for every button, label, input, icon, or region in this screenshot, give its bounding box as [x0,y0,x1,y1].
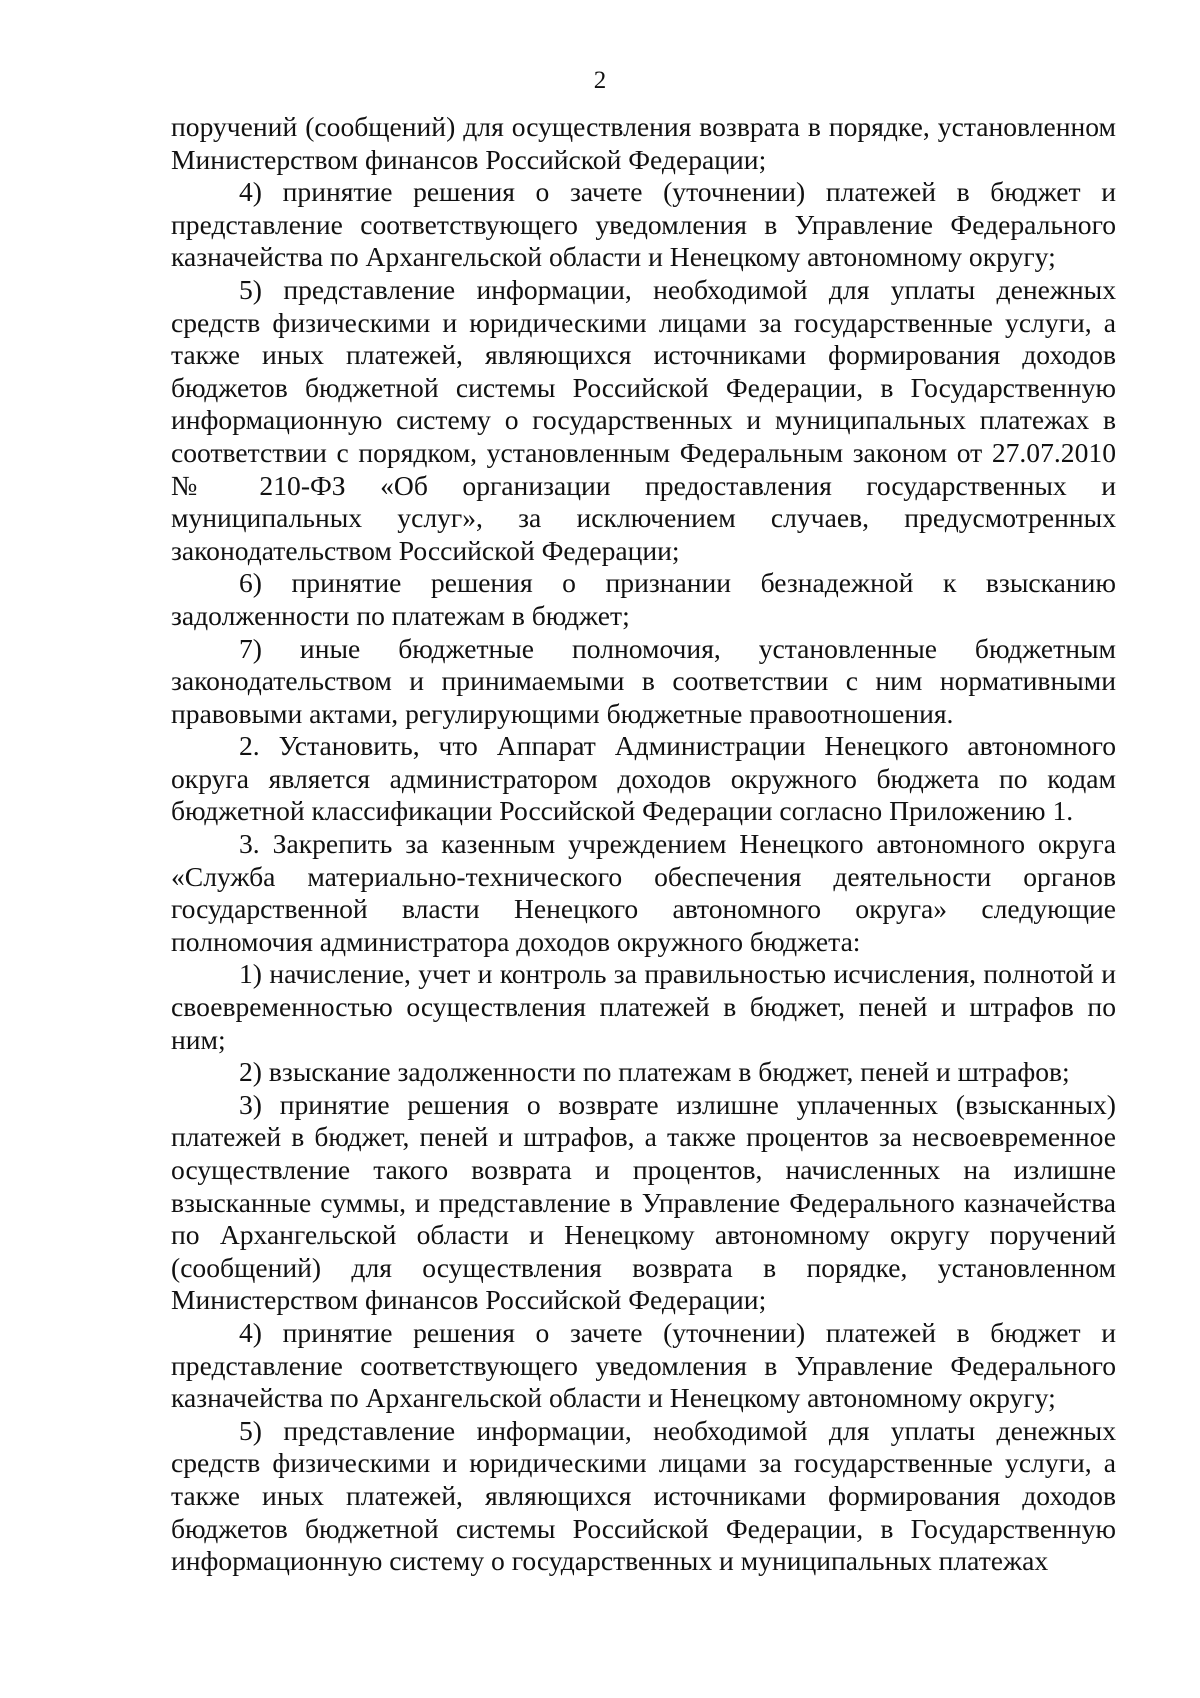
page-number: 2 [593,67,607,94]
paragraph-5: 7) иные бюджетные полномочия, установленные бюджетным законодательством и принимаемыми в соответствии с ним нормативными правовыми актами, регулирующими бюджетные правоотношения. [171,632,1116,729]
paragraph-2: 4) принятие решения о зачете (уточнении) платежей в бюджет и представление соответствующего уведомления в Управление Федерального казначейства по Архангельской области и Ненецкому автономному округу; [171,176,1116,273]
paragraph-8: 1) начисление, учет и контроль за правильностью исчисления, полнотой и своевременностью осуществления платежей в бюджет, пеней и штрафов по ним; [171,958,1116,1055]
paragraph-6: 2. Установить, что Аппарат Администрации Ненецкого автономного округа является администратором доходов окружного бюджета по кодам бюджетной классификации Российской Федерации согласно Приложению 1. [171,730,1116,827]
paragraph-3: 5) представление информации, необходимой для уплаты денежных средств физическими и юридическими лицами за государственные услуги, а также иных платежей, являющихся источниками формирования доходов бюджетов бюджетной системы Российской Федерации, в Государственную информационную систему о государственных и муниципальных платежах в соответствии с порядком, установленным Федеральным законом от 27.07.2010 № 210-ФЗ «Об организации предоставления государственных и муниципальных услуг», за исключением случаев, предусмотренных законодательством Российской Федерации; [171,273,1116,566]
paragraph-11: 4) принятие решения о зачете (уточнении) платежей в бюджет и представление соответствующего уведомления в Управление Федерального казначейства по Архангельской области и Ненецкому автономному округу; [171,1316,1116,1414]
document-body [171,111,1116,1578]
paragraph-4: 6) принятие решения о признании безнадежной к взысканию задолженности по платежам в бюджет; [171,567,1116,631]
paragraph-9: 2) взыскание задолженности по платежам в бюджет, пеней и штрафов; [239,1056,1070,1088]
paragraph-1: поручений (сообщений) для осуществления возврата в порядке, установленном Министерством финансов Российской Федерации; [171,111,1116,175]
paragraph-12: 5) представление информации, необходимой для уплаты денежных средств физическими и юридическими лицами за государственные услуги, а также иных платежей, являющихся источниками формирования доходов бюджетов бюджетной системы Российской Федерации, в Государственную информационную систему о государственных и муниципальных платежах [171,1414,1116,1577]
paragraph-7: 3. Закрепить за казенным учреждением Ненецкого автономного округа «Служба материально-технического обеспечения деятельности органов государственной власти Ненецкого автономного округа» следующие полномочия администратора доходов окружного бюджета: [171,828,1116,957]
paragraph-10: 3) принятие решения о возврате излишне уплаченных (взысканных) платежей в бюджет, пеней и штрафов, а также процентов за несвоевременное осуществление такого возврата и процентов, начисленных на излишне взысканные суммы, и представление в Управление Федерального казначейства по Архангельской области и Ненецкому автономному округу поручений (сообщений) для осуществления возврата в порядке, установленном Министерством финансов Российской Федерации; [171,1088,1116,1316]
